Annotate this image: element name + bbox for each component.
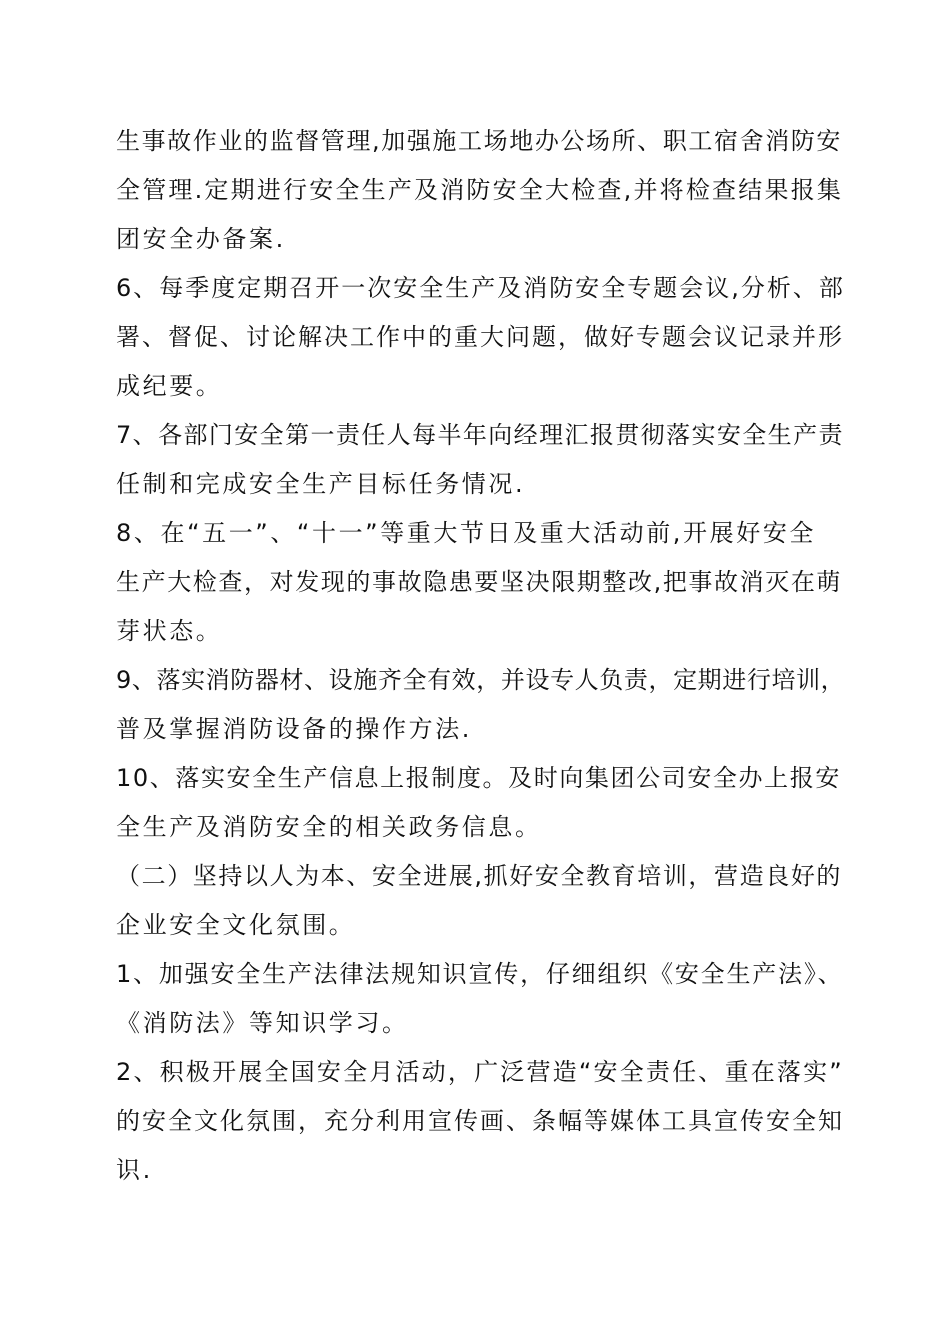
paragraph-sub-item-1: [116, 950, 846, 1048]
paragraph-item-10: [116, 754, 846, 852]
text-line: 《消防法》等知识学习。: [116, 1009, 409, 1037]
text-line: 生事故作业的监督管理,加强施工场地办公场所、职工宿舍消防安: [116, 127, 843, 155]
text-line: 芽状态。: [116, 617, 223, 645]
text-line: 的安全文化氛围，充分利用宣传画、条幅等媒体工具宣传安全知: [116, 1107, 844, 1135]
text-line: （二）坚持以人为本、安全进展,抓好安全教育培训，营造良好的: [116, 862, 843, 890]
text-line: 企业安全文化氛围。: [116, 911, 356, 939]
text-line: 10、落实安全生产信息上报制度。及时向集团公司安全办上报安: [116, 764, 841, 792]
text-line: 8、在“五一”、“十一”等重大节日及重大活动前,开展好安全: [116, 519, 817, 547]
text-line: 署、督促、讨论解决工作中的重大问题，做好专题会议记录并形: [116, 323, 844, 351]
text-line: 识.: [116, 1156, 153, 1184]
text-line: 任制和完成安全生产目标任务情况.: [116, 470, 526, 498]
text-line: 2、积极开展全国安全月活动，广泛营造“安全责任、重在落实”: [116, 1058, 844, 1086]
paragraph-sub-item-2: [116, 1048, 846, 1195]
paragraph-item-7: [116, 411, 846, 509]
text-line: 1、加强安全生产法律法规知识宣传，仔细组织《安全生产法》、: [116, 960, 844, 988]
text-line: 团安全办备案.: [116, 225, 286, 253]
text-line: 6、每季度定期召开一次安全生产及消防安全专题会议,分析、部: [116, 274, 845, 302]
paragraph-item-9: [116, 656, 846, 754]
text-line: 普及掌握消防设备的操作方法.: [116, 715, 473, 743]
text-line: 生产大检查，对发现的事故隐患要坚决限期整改,把事故消灭在萌: [116, 568, 843, 596]
paragraph-item-6: [116, 264, 846, 411]
paragraph-item-8: [116, 509, 846, 656]
text-line: 成纪要。: [116, 372, 223, 400]
text-line: 全生产及消防安全的相关政务信息。: [116, 813, 542, 841]
document-body: [116, 117, 846, 1195]
paragraph-continuation: [116, 117, 846, 264]
section-heading-2: [116, 852, 846, 950]
text-line: 全管理.定期进行安全生产及消防安全大检查,并将检查结果报集: [116, 176, 844, 204]
text-line: 7、各部门安全第一责任人每半年向经理汇报贯彻落实安全生产责: [116, 421, 844, 449]
text-line: 9、落实消防器材、设施齐全有效，并设专人负责，定期进行培训，: [116, 666, 846, 694]
